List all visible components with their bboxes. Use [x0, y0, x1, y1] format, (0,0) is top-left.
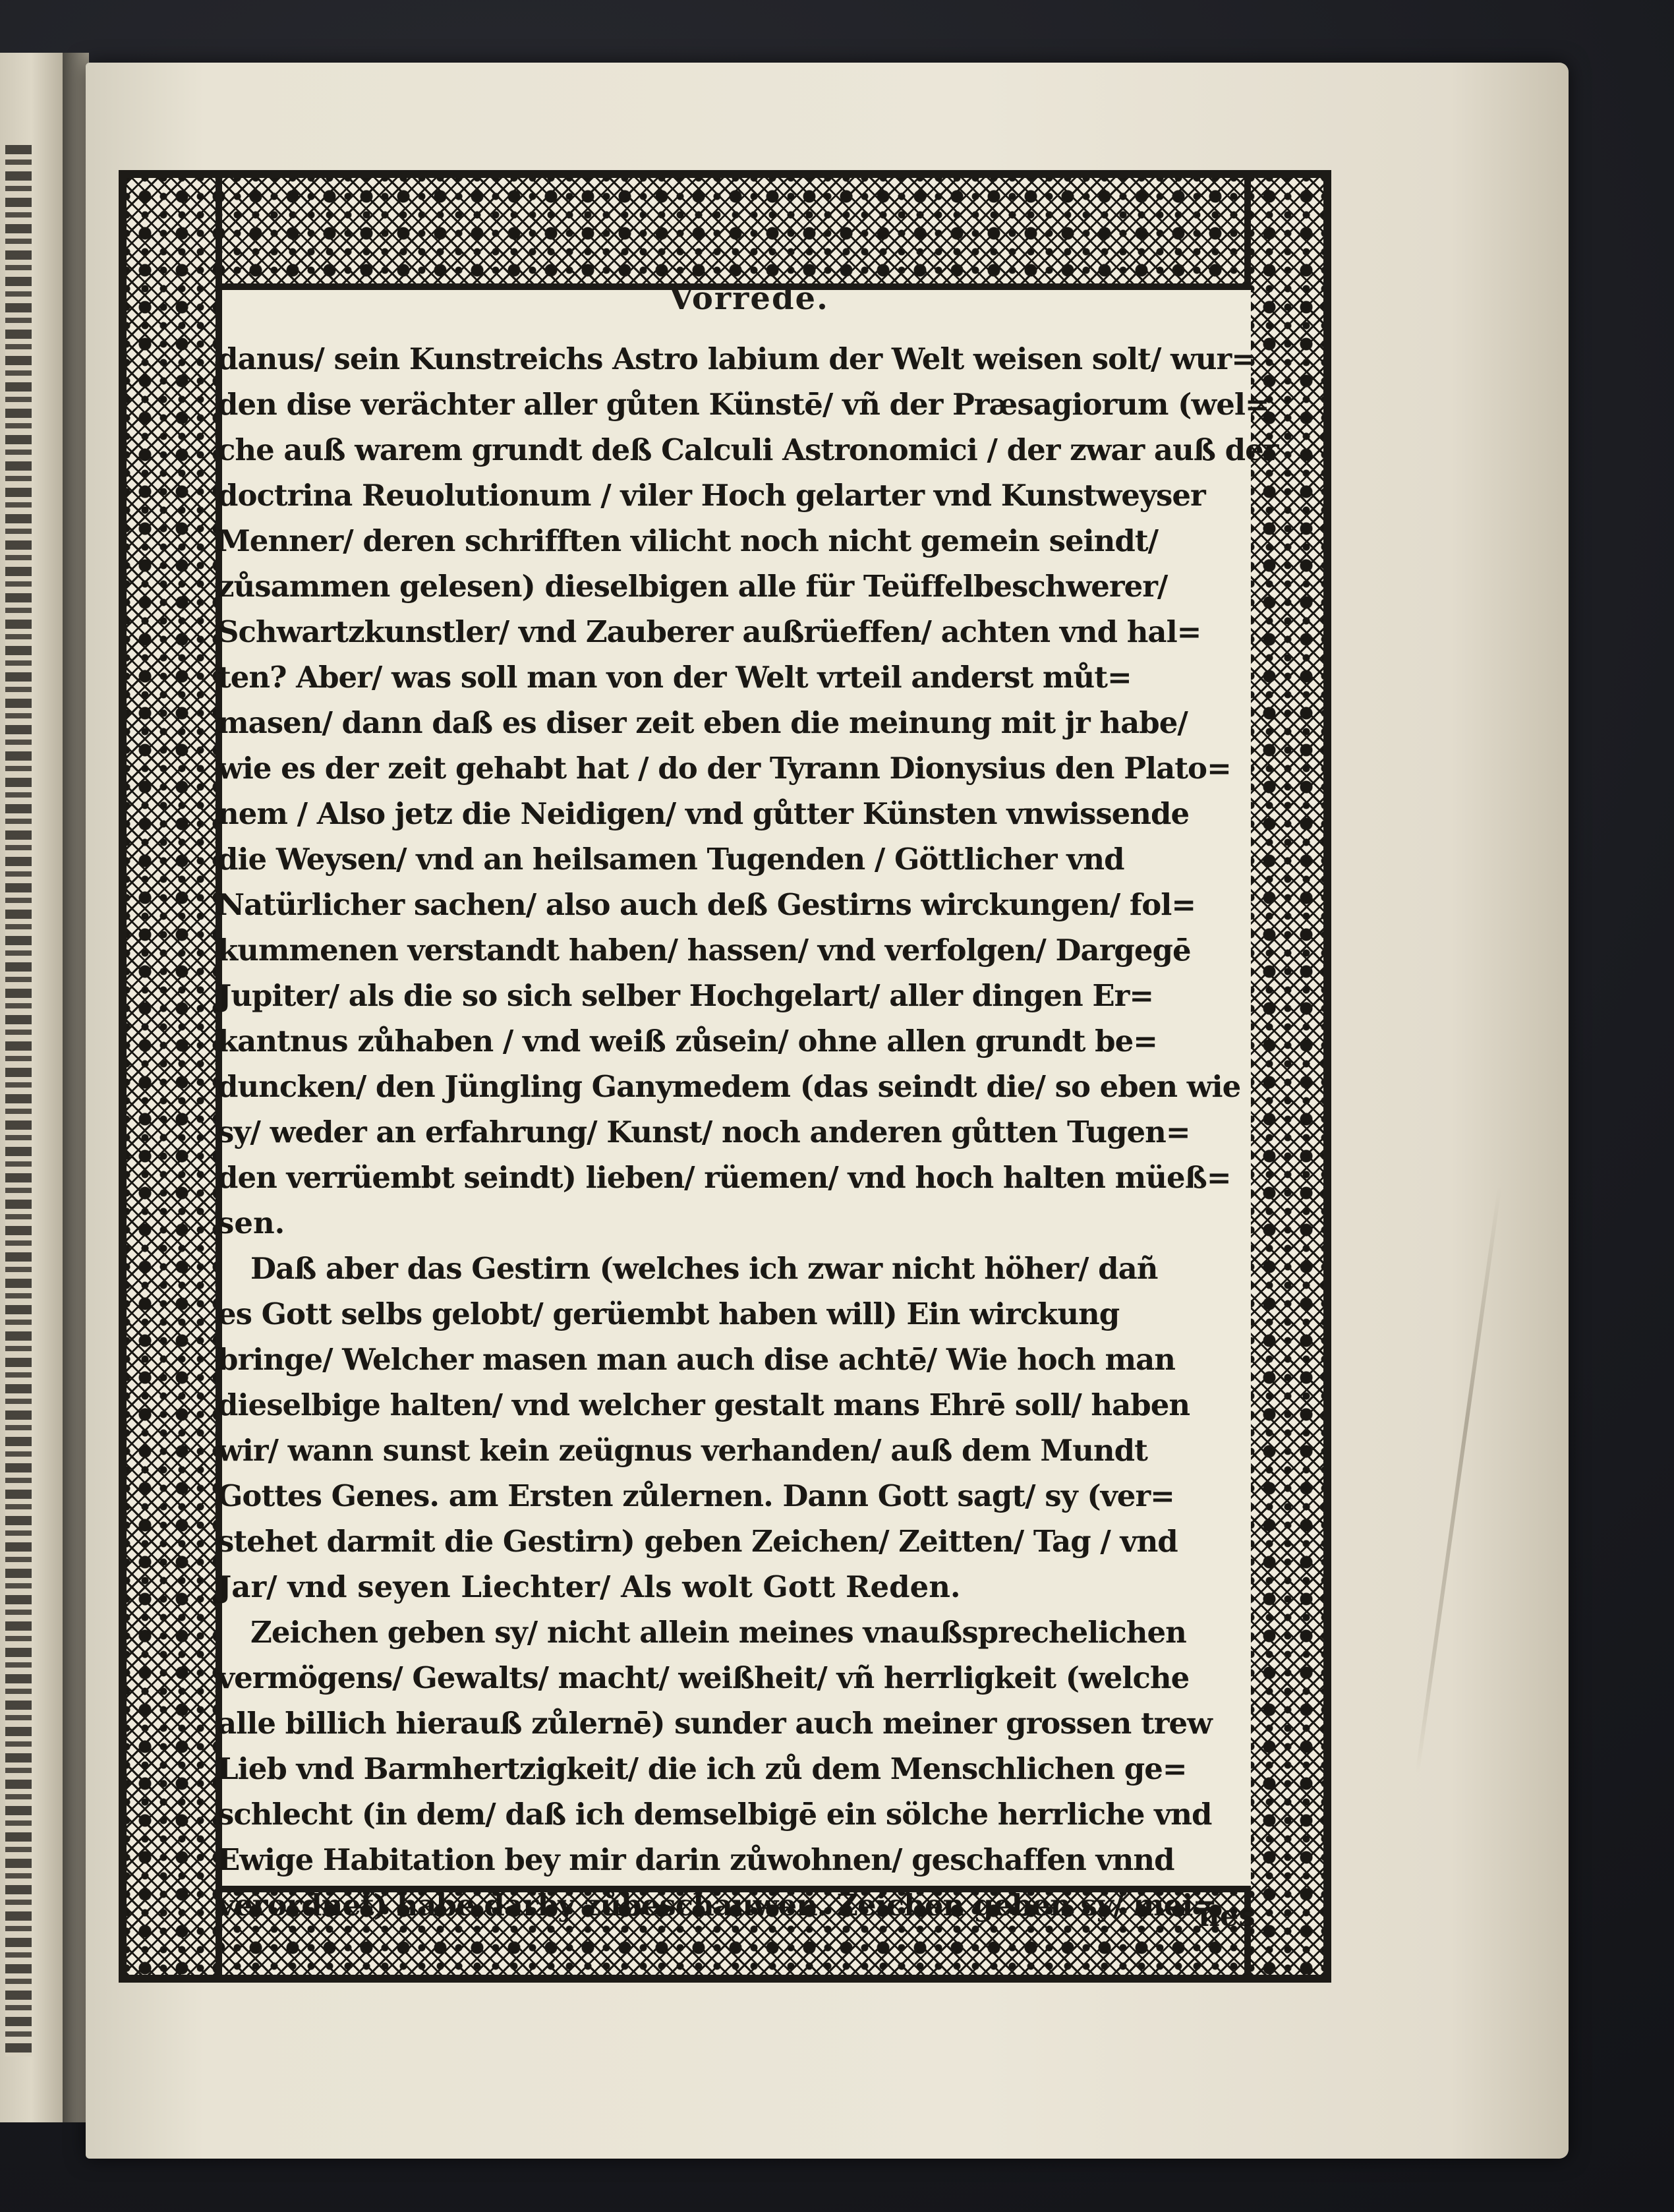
- text-line: wie es der zeit gehabt hat / do der Tyrann Dionysius den Plato=: [217, 751, 1231, 786]
- body-text: [217, 336, 1279, 1928]
- text-line: bringe/ Welcher masen man auch dise achtē/ Wie hoch man: [217, 1342, 1175, 1377]
- text-line: sen.: [217, 1206, 285, 1240]
- ornament-band-top: [127, 178, 1323, 290]
- text-line: schlecht (in dem/ daß ich demselbigē ein sölche herrliche vnd: [217, 1797, 1212, 1832]
- text-line: che auß warem grundt deß Calculi Astronomici / der zwar auß der: [217, 432, 1279, 467]
- text-line: Menner/ deren schrifften vilicht noch nicht gemein seindt/: [217, 523, 1159, 558]
- text-line: Gottes Genes. am Ersten zůlernen. Dann Gott sagt/ sy (ver=: [217, 1478, 1174, 1513]
- text-line: Jupiter/ als die so sich selber Hochgelart/ aller dingen Er=: [217, 978, 1154, 1013]
- text-line: dieselbige halten/ vnd welcher gestalt mans Ehrē soll/ haben: [217, 1387, 1190, 1422]
- text-line: Ewige Habitation bey mir darin zůwohnen/ geschaffen vnnd: [217, 1842, 1174, 1877]
- text-line: nem / Also jetz die Neidigen/ vnd gůtter Künsten vnwissende: [217, 796, 1190, 831]
- facing-page-edge: [0, 53, 67, 2122]
- text-line: Natürlicher sachen/ also auch deß Gestirns wirckungen/ fol=: [217, 887, 1196, 922]
- text-line: kantnus zůhaben / vnd weiß zůsein/ ohne allen grundt be=: [217, 1024, 1157, 1059]
- text-line: masen/ dann daß es diser zeit eben die meinung mit jr habe/: [217, 705, 1188, 740]
- text-line: Jar/ vnd seyen Liechter/ Als wolt Gott Reden.: [217, 1569, 961, 1604]
- text-line: stehet darmit die Gestirn) geben Zeichen/ Zeitten/ Tag / vnd: [217, 1524, 1178, 1559]
- text-line: kummenen verstandt haben/ hassen/ vnd verfolgen/ Dargegē: [217, 933, 1191, 968]
- text-line: Lieb vnd Barmhertzigkeit/ die ich zů dem Menschlichen ge=: [217, 1751, 1187, 1786]
- text-line: doctrina Reuolutionum / viler Hoch gelarter vnd Kunstweyser: [217, 478, 1205, 513]
- catchword: nes: [1198, 1898, 1256, 1933]
- text-line: es Gott selbs gelobt/ gerüembt haben will) Ein wirckung: [217, 1296, 1120, 1331]
- text-line: Schwartzkunstler/ vnd Zauberer außrüeffen/ achten vnd hal=: [217, 614, 1201, 649]
- text-line: die Weysen/ vnd an heilsamen Tugenden / Göttlicher vnd: [217, 842, 1124, 877]
- text-line: sy/ weder an erfahrung/ Kunst/ noch anderen gůtten Tugen=: [217, 1115, 1190, 1150]
- text-line: wir/ wann sunst kein zeügnus verhanden/ auß dem Mundt: [217, 1433, 1147, 1468]
- text-line: zůsammen gelesen) dieselbigen alle für Teüffelbeschwerer/: [217, 569, 1168, 604]
- facing-page-ornament: [5, 145, 32, 2056]
- running-head: Vorrede.: [669, 280, 829, 317]
- text-line: den dise verächter aller gůten Künstē/ vñ der Præsagiorum (wel=: [217, 387, 1269, 422]
- text-line: danus/ sein Kunstreichs Astro labium der Welt weisen solt/ wur=: [217, 341, 1256, 376]
- paragraph-start-line: Daß aber das Gestirn (welches ich zwar nicht höher/ dañ: [250, 1251, 1158, 1286]
- paragraph-start-line: Zeichen geben sy/ nicht allein meines vnaußsprechelichen: [250, 1615, 1186, 1650]
- text-line: vermögens/ Gewalts/ macht/ weißheit/ vñ herrligkeit (welche: [217, 1660, 1190, 1695]
- text-line: den verrüembt seindt) lieben/ rüemen/ vnd hoch halten müeß=: [217, 1160, 1231, 1195]
- text-line: verordnet) habe darby zůbeschauwen. Zeichen geben sy/ mei=: [217, 1888, 1217, 1923]
- text-line: alle billich hierauß zůlernē) sunder auch meiner grossen trew: [217, 1706, 1212, 1741]
- paper-crease: [1415, 1186, 1501, 1774]
- text-line: ten? Aber/ was soll man von der Welt vrteil anderst můt=: [217, 660, 1132, 695]
- ornament-band-left: [127, 178, 222, 1975]
- book-gutter: [63, 53, 89, 2122]
- text-line: duncken/ den Jüngling Ganymedem (das seindt die/ so eben wie: [217, 1069, 1241, 1104]
